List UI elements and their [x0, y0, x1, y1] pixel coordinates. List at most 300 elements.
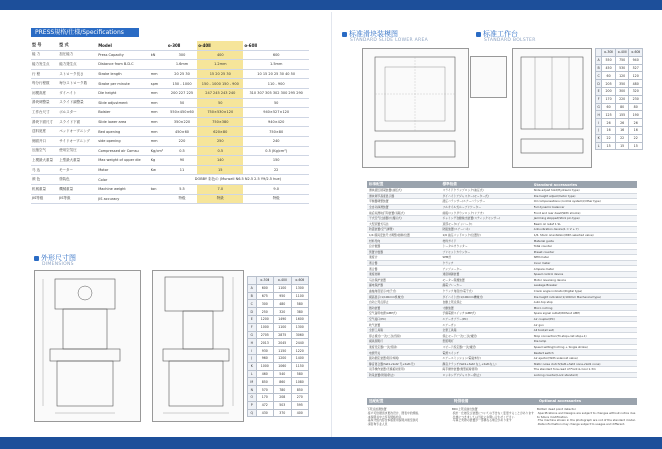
dim-cell: K: [248, 362, 257, 370]
spec-cell: 220: [167, 136, 197, 146]
spec-cell: 750×380: [197, 117, 243, 127]
spec-cell: 940×527×120: [243, 108, 309, 118]
dim-cell: 503: [274, 401, 291, 409]
spec-cell: ストローク長さ: [58, 69, 97, 79]
accessories-cell: 電源スイッチ: [440, 350, 531, 356]
dim-cell: 460: [256, 370, 273, 378]
accessories-cell: Beam oil relief 1 SL: [532, 221, 637, 227]
dim-cell: 1300: [291, 284, 309, 292]
spec-header-cell: o-60Ⅱ: [243, 41, 309, 50]
dim-row: [248, 378, 309, 386]
dim-cell: 320: [274, 308, 291, 316]
accessories-cell: 1/6. Stock orientation(With selected valve): [532, 232, 637, 238]
spec-cell: mm: [150, 69, 167, 79]
slide-subtitle: STANDARD SLIDE LOWER AREA: [350, 38, 428, 43]
spec-cell: mm: [150, 108, 167, 118]
spec-header-cell: Model: [97, 41, 150, 50]
spec-cell: 11: [167, 165, 197, 175]
accessories-cell: 速度制御装置: [440, 271, 531, 277]
spec-row: [31, 69, 309, 79]
accessories-cell: All tool(all set): [532, 327, 637, 333]
accessories-cell: Micro inching: [532, 305, 637, 311]
spec-cell: Motor: [97, 165, 150, 175]
dim-cell: 1300: [291, 323, 309, 331]
dim-cell: 208: [274, 393, 291, 401]
accessories-cell: 防振装置(エアーバネ): [440, 227, 531, 233]
optional-notes-en: Bottom dead point detector ·Specifications and Designs are subject to changes without notice due to future modification. ·The machine shown in the photograph are not of the standard model. ·Data information may change subject to usages and different.: [537, 407, 636, 427]
accessories-cell: 速度计: [367, 255, 440, 261]
accessories-cell: 总计数器: [367, 243, 440, 249]
dim-cell: F: [248, 323, 257, 331]
spec-cell: mm: [150, 117, 167, 127]
accessories-cell: ロッキングアジャスター(防止): [440, 372, 531, 378]
spec-row: [31, 194, 309, 204]
accessories-cell: プリセットカウンター: [440, 249, 531, 255]
section-bullet-icon: [342, 32, 347, 37]
dims-title: 外形尺寸图: [34, 253, 76, 263]
dims-subtitle: DIMENSIONS: [42, 262, 74, 267]
dim-row: [248, 386, 309, 394]
spec-cell: Distance from B.D.C: [97, 60, 150, 70]
accessories-cell: 马达保护装置: [367, 277, 440, 283]
slide-area-svg: [363, 49, 468, 167]
dim-cell: L: [596, 142, 602, 150]
accessories-header-row: [367, 181, 637, 188]
accessories-cell: 液圧バランサー/エアーバランサー: [440, 199, 531, 205]
dim-cell: 200: [602, 87, 616, 95]
accessories-cell: 离合器: [367, 260, 440, 266]
spec-cell: 7.0: [197, 184, 243, 194]
dim-cell: 16: [602, 126, 616, 134]
dim-cell: N: [248, 386, 257, 394]
dim-cell: 380: [291, 308, 309, 316]
dim-cell: 1490: [274, 315, 291, 323]
dim-header-cell: o-40Ⅱ: [274, 277, 291, 285]
dim-cell: 1220: [291, 347, 309, 355]
accessories-cell: 空气接口(PC): [367, 316, 440, 322]
dim-header-cell: [248, 277, 257, 285]
spec-cell: Slide adjustment: [97, 98, 150, 108]
dim-row: [596, 142, 643, 150]
accessories-cell: Die lamp: [532, 339, 637, 345]
spec-cell: 150: [243, 156, 309, 166]
accessories-cell: フルオイル式ルーブリケーター: [440, 204, 531, 210]
spec-cell: 特級: [197, 194, 243, 204]
dim-cell: 940: [629, 56, 643, 64]
accessories-cell: Air coupler(PC): [532, 316, 637, 322]
dim-header-cell: o-60Ⅱ: [629, 49, 643, 57]
bolster-drawing: [512, 48, 592, 168]
dim-cell: M: [248, 378, 257, 386]
spec-cell: 620×80: [197, 127, 243, 137]
accessories-cell: 予備電源スイッチ(AMP式): [440, 311, 531, 317]
spec-row: [31, 117, 309, 127]
spec-row: [31, 60, 309, 70]
dim-cell: 170: [602, 95, 616, 103]
bolster-svg: [513, 49, 591, 167]
spec-row: [31, 184, 309, 194]
front-view-svg: [35, 271, 140, 421]
dim-cell: 1600: [291, 315, 309, 323]
accessories-header-cell: Standard accessories: [532, 181, 637, 188]
spec-cell: ベッドオープニング: [58, 127, 97, 137]
accessories-cell: Anti-vibration device(1 = V + Y): [532, 227, 637, 233]
dim-cell: 580: [291, 300, 309, 308]
dim-cell: 472: [256, 401, 273, 409]
spec-cell: モーター: [58, 165, 97, 175]
spec-cell: 150 - 1000 150 - 900: [197, 79, 243, 89]
dim-cell: Q: [248, 409, 257, 417]
dim-row: [248, 284, 309, 292]
dim-cell: 26: [629, 119, 643, 127]
section-bullet-icon: [34, 256, 39, 261]
dim-header-cell: o-30Ⅱ: [256, 277, 273, 285]
accessories-cell: 模高显示(1/100mm机械式): [367, 294, 440, 300]
optional-notes-jp: BDC上死点検出装置 ·設計・仕様及び装置についての予告なく変更することがあります ·仕様につきましては当社にお問い合わせください ·写真と実際の装置が一部異なる場合があります: [452, 407, 534, 423]
dim-cell: E: [248, 315, 257, 323]
dim-cell: 1150: [274, 347, 291, 355]
top-brand-bar: [0, 0, 662, 10]
accessories-cell: Locking counter(Lock standard): [532, 372, 637, 378]
spec-cell: Kg: [150, 156, 167, 166]
accessories-cell: クラッチ: [440, 260, 531, 266]
accessories-cell: 振动测定装置(附冷却阀): [367, 355, 440, 361]
spec-cell: 0.5: [197, 146, 243, 156]
spec-cell: Press Capacity: [97, 50, 150, 60]
spec-row: [31, 146, 309, 156]
accessories-cell: 速度设定器(一次/连续): [367, 344, 440, 350]
accessories-cell: 1/4 模具安装尺寸调整/控制/位置: [367, 232, 440, 238]
spec-cell: Color: [97, 175, 150, 185]
dim-row: [596, 119, 643, 127]
spec-cell: 滑块调整量: [31, 98, 58, 108]
spec-cell: 能力発生点: [58, 60, 97, 70]
slide-dim-table-drawing: [470, 56, 507, 98]
spec-cell: ボルスター: [58, 108, 97, 118]
slide-title: 标准滑块装模图: [342, 29, 398, 39]
dim-cell: 1100: [274, 323, 291, 331]
dim-cell: 1150: [291, 362, 309, 370]
spec-cell: Stroke per minute: [97, 79, 150, 89]
accessories-cell: エアーエミッション(電磁弁付): [440, 355, 531, 361]
spec-cell: mm: [150, 88, 167, 98]
accessories-cell: ダイハイト計(1/100mm機械式): [440, 294, 531, 300]
dim-cell: H: [597, 112, 600, 117]
accessories-cell: クランク角度計(電子式): [440, 288, 531, 294]
accessories-cell: Jamming stopped(Stick pin type): [532, 215, 637, 221]
bolster-header-row: [596, 49, 643, 57]
dim-cell: 750: [615, 56, 629, 64]
accessories-cell: 静音离合器(Sst1+Sst2 无+Sst1无): [367, 361, 440, 367]
spec-cell: 22: [243, 165, 309, 175]
dim-cell: 320: [629, 87, 643, 95]
accessories-cell: ジャミング自動検出装置(スティックセンサー): [440, 215, 531, 221]
accessories-cell: スピード設定器(一次/連続): [440, 344, 531, 350]
dim-row: [248, 292, 309, 300]
dim-cell: 155: [615, 111, 629, 119]
accessories-cell: Spare signal outlet(Without AMP): [532, 311, 637, 317]
dim-cell: 1400: [291, 354, 309, 362]
dim-row: [248, 331, 309, 339]
dim-cell: 120: [629, 72, 643, 80]
spec-title: PRESS規格/仕様/Specifications: [31, 28, 139, 37]
spec-row: [31, 98, 309, 108]
spec-cell: JIS等级: [31, 194, 58, 204]
spec-cell: スライド下面: [58, 117, 97, 127]
accessories-cell: Oil compensations (control system)(Other type): [532, 199, 637, 205]
dim-cell: 600: [256, 284, 273, 292]
spec-cell: 行 程: [31, 69, 58, 79]
dim-cell: 270: [291, 393, 309, 401]
accessories-cell: エアーガン: [440, 322, 531, 328]
bottom-brand-bar: [0, 437, 662, 449]
spec-cell: 750×530×120: [197, 108, 243, 118]
spec-cell: 机械重量: [31, 184, 58, 194]
dim-row: [596, 103, 643, 111]
dim-cell: J: [596, 126, 602, 134]
accessories-cell: 停止模式(一次/二次/连续): [367, 333, 440, 339]
dim-cell: 1200: [256, 315, 273, 323]
dim-cell: 850: [291, 386, 309, 394]
spec-cell: side opening: [97, 136, 150, 146]
spec-cell: 侧面开口: [31, 136, 58, 146]
spec-row: [31, 108, 309, 118]
dim-cell: 930: [256, 347, 273, 355]
spec-cell: 工作台尺寸: [31, 108, 58, 118]
dim-cell: E: [596, 87, 602, 95]
spec-cell: 0.5 (Kg/cm²): [243, 146, 309, 156]
dim-cell: 1080: [291, 378, 309, 386]
dim-cell: B: [248, 292, 257, 300]
spec-cell: 马 达: [31, 165, 58, 175]
dim-cell: D: [597, 81, 600, 86]
optional-header: [367, 398, 637, 405]
accessories-cell: 吹气装置: [367, 322, 440, 328]
spec-cell: 特级: [243, 194, 309, 204]
accessories-header-cell: 标准配置: [367, 181, 440, 188]
spec-cell: ダイハイト: [58, 88, 97, 98]
accessories-cell: 防呆装置(防错/防止): [367, 372, 440, 378]
dim-cell: 960: [256, 354, 273, 362]
dim-cell: J: [248, 354, 257, 362]
dim-row: [248, 401, 309, 409]
dim-cell: 450: [602, 64, 616, 72]
dims-table: [247, 276, 309, 417]
spec-row: [31, 127, 309, 137]
accessories-cell: Crank angle indicator(Digital type): [532, 288, 637, 294]
dim-cell: 15: [629, 142, 643, 150]
spec-cell: 能 力: [31, 50, 58, 60]
accessories-cell: 型照明灯: [440, 339, 531, 345]
accessories-cell: 大型顶置式马达: [367, 221, 440, 227]
accessories-cell: 寸動装置: [440, 305, 531, 311]
dim-row: [596, 134, 643, 142]
dim-cell: 22: [602, 134, 616, 142]
spec-header-cell: 型 号: [31, 41, 58, 50]
spec-cell: 使用空気圧: [58, 146, 97, 156]
accessories-cell: Air ejector(With solenoid valve): [532, 355, 637, 361]
accessories-cell: 全套工具箱: [440, 327, 531, 333]
spec-header-row: [31, 41, 309, 50]
dim-cell: L: [248, 370, 257, 378]
spec-cell: 上型最大重量: [58, 156, 97, 166]
dim-cell: 15: [602, 142, 616, 150]
dim-cell: 22: [629, 134, 643, 142]
spec-cell: 压缩空气: [31, 146, 58, 156]
dims-body: [248, 284, 309, 417]
spec-cell: 110 - 900: [243, 79, 309, 89]
spec-cell: DOBBY 彩色の (Munsell N6.5 N2.5 2.5 Y9/2.5 hue): [167, 175, 309, 185]
dim-cell: 780: [274, 386, 291, 394]
dim-cell: 80: [615, 103, 629, 111]
spec-header-cell: [150, 41, 167, 50]
spec-cell: 247 245 243 240: [197, 88, 243, 98]
spec-cell: mm: [150, 136, 167, 146]
spec-cell: 50: [167, 98, 197, 108]
dim-cell: 3060: [291, 331, 309, 339]
spec-cell: 每分行程数: [31, 79, 58, 89]
spec-cell: 400: [197, 50, 243, 60]
side-view-drawing: [152, 270, 244, 422]
dim-cell: I: [596, 119, 602, 127]
accessories-cell: 両手操作装置(無型板時使用): [440, 367, 531, 373]
dim-cell: H: [248, 339, 257, 347]
spec-cell: 90: [167, 156, 197, 166]
dim-cell: 1100: [274, 284, 291, 292]
accessories-cell: 预置计数器: [367, 249, 440, 255]
dim-cell: K: [596, 134, 602, 142]
dims-header-row: [248, 277, 309, 285]
accessories-cell: Static noise clutch(Sst1+Sst2 none+Sst1 none): [532, 361, 637, 367]
spec-cell: 550×450×60: [167, 108, 197, 118]
dim-cell: 2440: [291, 339, 309, 347]
dim-row: [596, 87, 643, 95]
dim-cell: 370: [274, 409, 291, 417]
dim-row: [596, 111, 643, 119]
spec-cell: 10 15 20 25 30 40 50: [243, 69, 309, 79]
dim-cell: 16: [629, 126, 643, 134]
spec-row: [31, 156, 309, 166]
bolster-subtitle: STANDARD BOLSTER: [484, 38, 536, 43]
dim-cell: 1100: [291, 292, 309, 300]
spec-cell: [150, 60, 167, 70]
accessories-cell: 漏電ブレーカー: [440, 283, 531, 289]
spec-cell: kN: [150, 50, 167, 60]
dim-cell: 2013: [256, 339, 273, 347]
accessories-cell: Material guide: [532, 238, 637, 244]
accessories-cell: Total counter: [532, 243, 637, 249]
dim-cell: P: [248, 401, 257, 409]
accessories-header-cell: 標準装備: [440, 181, 531, 188]
spec-body: [31, 50, 309, 204]
dim-cell: 480: [629, 80, 643, 88]
spec-cell: ton: [150, 184, 167, 194]
optional-header-jp: 特別装備: [454, 399, 469, 403]
spec-cell: 0.5: [167, 146, 197, 156]
accessories-cell: 材料ガイド: [440, 238, 531, 244]
dim-row: [596, 56, 643, 64]
dim-cell: 60: [602, 103, 616, 111]
front-view-drawing: [34, 270, 141, 422]
bolster-body: [596, 56, 643, 150]
accessories-cell: 模具照明灯: [367, 339, 440, 345]
dim-cell: 26: [602, 119, 616, 127]
spec-cell: Kg/cm²: [150, 146, 167, 156]
accessories-cell: 前后双滑块打印装置(双联式): [367, 210, 440, 216]
dim-row: [248, 323, 309, 331]
dim-row: [248, 300, 309, 308]
accessories-cell: 速度控制: [367, 271, 440, 277]
spec-cell: 送料宽度: [31, 127, 58, 137]
dim-row: [248, 315, 309, 323]
spec-cell: 滑块下面尺寸: [31, 117, 58, 127]
spec-table: [31, 41, 309, 204]
dim-cell: 230: [629, 95, 643, 103]
section-bullet-icon: [476, 32, 481, 37]
dim-header-cell: o-40Ⅱ: [615, 49, 629, 57]
dim-cell: 205: [602, 80, 616, 88]
optional-notes-cn: 下死点检测装置 ·客户可依据需求更改设计、图表中的规格、 ·本说明书中之所有规格均以 ·基本介绍内容含本版使用说明并须至我司 ·请咨询专业人员: [367, 407, 422, 427]
dim-cell: A: [596, 56, 602, 64]
spec-cell: 940×420: [243, 117, 309, 127]
accessories-cell: Motor reversing device: [532, 277, 637, 283]
accessories-cell: Front and rear dead(With shocks): [532, 210, 637, 216]
accessories-cell: 平衡器调整装置: [367, 199, 440, 205]
slide-area-drawing: [362, 48, 469, 168]
dim-cell: I: [248, 347, 257, 355]
spec-cell: 240: [243, 136, 309, 146]
accessories-body: [367, 188, 637, 378]
accessories-cell: 防震装置(空气弹簧): [367, 227, 440, 233]
accessories-cell: モーター保護装置: [440, 277, 531, 283]
spec-row: [31, 165, 309, 175]
spec-cell: JIS accuracy: [97, 194, 150, 204]
dim-cell: 2045: [274, 339, 291, 347]
dim-row: [596, 80, 643, 88]
accessories-cell: 自动上死点停止: [367, 299, 440, 305]
dim-cell: 580: [291, 370, 309, 378]
dim-row: [248, 308, 309, 316]
spec-cell: 9.0: [243, 184, 309, 194]
dim-cell: 80: [629, 103, 643, 111]
accessories-cell: 静音クラッチ(Sst1+Sst2 なし+Sst1なし): [440, 361, 531, 367]
accessories-cell: 干式空气过滤器(大搬运式): [367, 215, 440, 221]
spec-cell: 15: [197, 165, 243, 175]
accessories-row: [367, 372, 637, 378]
dim-cell: B: [596, 64, 602, 72]
spec-cell: 600: [243, 50, 309, 60]
dim-row: [248, 370, 309, 378]
accessories-cell: Auto top stop: [532, 299, 637, 305]
accessories-cell: The standard fore-read of Front & Cool 1.3m: [532, 367, 637, 373]
accessories-cell: 1/6 油圧パッドロック(位置付): [440, 232, 531, 238]
dim-cell: 120: [615, 72, 629, 80]
dim-cell: 350: [615, 80, 629, 88]
dim-cell: 527: [629, 64, 643, 72]
accessories-table: [367, 181, 637, 378]
spec-cell: Slide lower area: [97, 117, 150, 127]
dim-cell: 570: [256, 386, 273, 394]
dim-cell: 300: [615, 87, 629, 95]
dim-cell: G: [597, 104, 600, 109]
dim-cell: D: [248, 308, 257, 316]
spec-cell: 1.2mm: [197, 60, 243, 70]
accessories-cell: Speed control device: [532, 271, 637, 277]
dim-cell: 860: [274, 378, 291, 386]
spec-cell: Stroke length: [97, 69, 150, 79]
bolster-table: [595, 48, 643, 150]
dim-cell: 190: [629, 111, 643, 119]
